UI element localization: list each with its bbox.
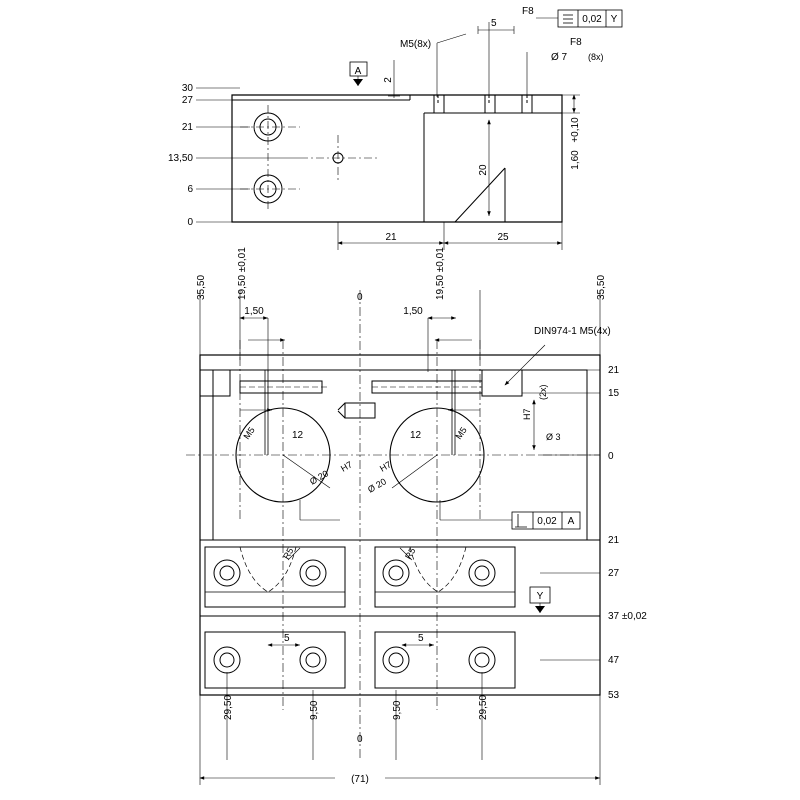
dim-label: 0 xyxy=(187,217,193,228)
pin-count-label: (2x) xyxy=(538,384,548,400)
din-note-label: DIN974-1 M5(4x) xyxy=(534,326,611,337)
thread-left-label: M5 xyxy=(241,425,257,442)
dim-label: 1,60 xyxy=(570,150,581,170)
thread-right-label: M5 xyxy=(453,425,469,442)
fit-left-label: H7 xyxy=(339,459,354,474)
hole-dia-label: Ø 7 xyxy=(551,52,568,63)
dim-label: 9,50 xyxy=(392,700,403,720)
dim-label: 1,50 xyxy=(403,306,423,317)
fit-right-label: H7 xyxy=(378,459,393,474)
dim-label: 25 xyxy=(497,232,509,243)
dim-label: 6 xyxy=(187,184,193,195)
bore-left-label: Ø 20 xyxy=(308,468,330,487)
dim-label: 0 xyxy=(357,734,363,745)
dim-label: 21 xyxy=(608,535,620,546)
radius-left-label: R5 xyxy=(281,546,296,561)
span-right-label: 12 xyxy=(410,430,422,441)
dim-label: 30 xyxy=(181,83,193,94)
dim-label: 27 xyxy=(181,95,193,106)
dim-label: +0,10 xyxy=(570,117,581,143)
dim-label: 35,50 xyxy=(596,274,607,300)
dim-label: 21 xyxy=(385,232,397,243)
dim-label: 20 xyxy=(478,164,489,176)
dim-label: 21 xyxy=(608,365,620,376)
slot-right-label: 5 xyxy=(418,633,424,644)
f8-top-label: F8 xyxy=(522,6,534,17)
pin-fit-label: H7 xyxy=(522,408,532,420)
tolerance-value: 0,02 xyxy=(582,14,602,25)
f8-right-label: F8 xyxy=(570,37,582,48)
dim-label: 15 xyxy=(608,388,620,399)
dim-label: 19,50 ±0,01 xyxy=(435,247,446,300)
dim-label: 0 xyxy=(608,451,614,462)
dim-label: 37 ±0,02 xyxy=(608,611,647,622)
slot-left-label: 5 xyxy=(284,633,290,644)
pin-dia-label: Ø 3 xyxy=(546,432,561,442)
f8-dim-label: 5 xyxy=(491,18,497,29)
dim-label: 9,50 xyxy=(309,700,320,720)
radius-right-label: R5 xyxy=(403,546,418,561)
dim-label: 0 xyxy=(357,292,363,303)
dim-label: 29,50 xyxy=(223,694,234,720)
dim-label: 21 xyxy=(181,122,193,133)
m5-8x-label: M5(8x) xyxy=(400,39,432,50)
dim-label: 2 xyxy=(383,77,394,83)
tolerance-value: 0,02 xyxy=(537,516,557,527)
dim-label: 1,50 xyxy=(244,306,264,317)
dim-label: 13,50 xyxy=(167,153,193,164)
dim-label: 35,50 xyxy=(196,274,207,300)
hole-count-label: (8x) xyxy=(588,52,604,62)
tolerance-datum: Y xyxy=(610,14,618,25)
tolerance-datum: A xyxy=(567,516,575,527)
dim-label: 27 xyxy=(608,568,620,579)
dim-label: 53 xyxy=(608,690,620,701)
datum-y-label: Y xyxy=(536,591,544,602)
span-left-label: 12 xyxy=(292,430,304,441)
dim-label: 19,50 ±0,01 xyxy=(237,247,248,300)
bore-right-label: Ø 20 xyxy=(366,476,388,495)
overall-width-label: (71) xyxy=(351,774,369,785)
dim-label: 29,50 xyxy=(478,694,489,720)
dim-label: 47 xyxy=(608,655,620,666)
datum-a-label: A xyxy=(354,66,362,77)
